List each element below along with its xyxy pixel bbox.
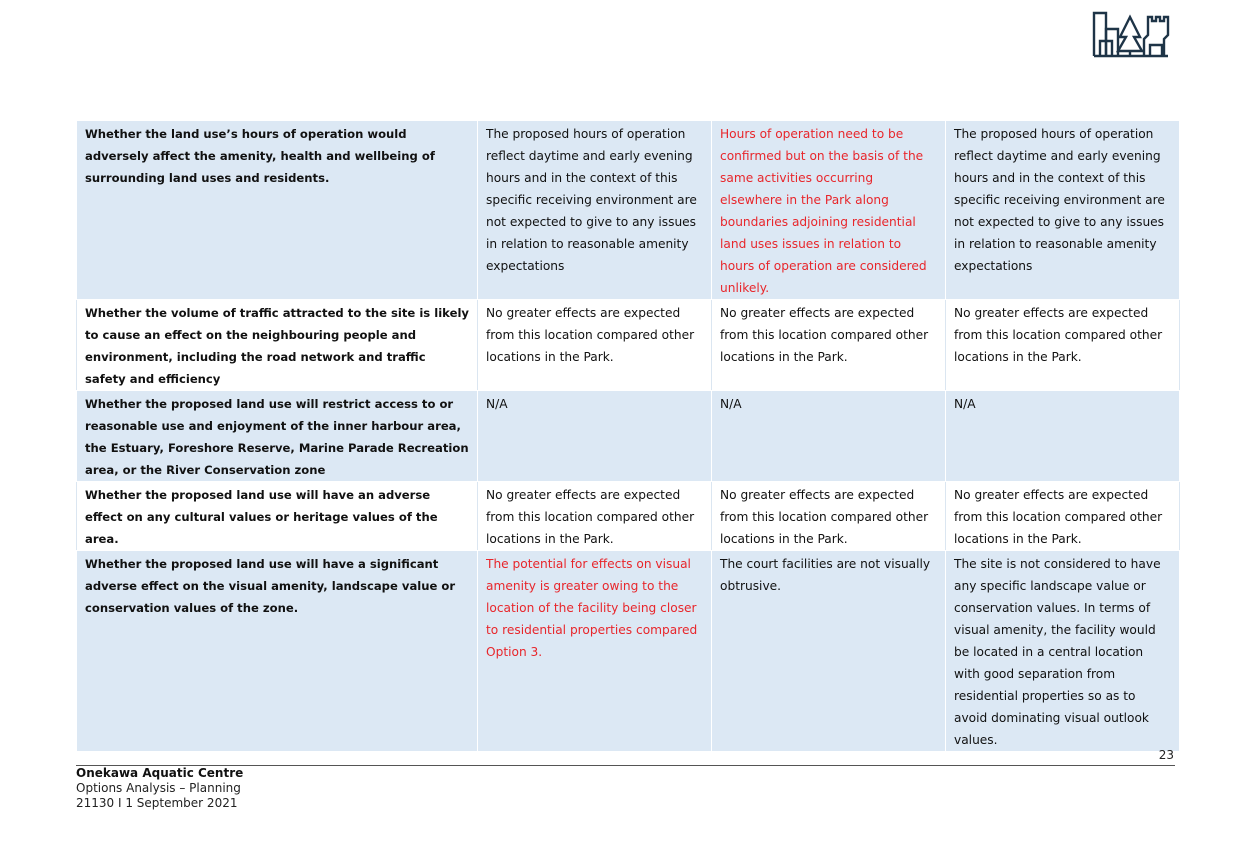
option-c-cell: No greater effects are expected from this location compared other locations in the Park. [946, 300, 1180, 391]
document-subtitle: Options Analysis – Planning [76, 781, 241, 795]
company-logo [1092, 11, 1170, 58]
option-b-cell: No greater effects are expected from this location compared other locations in the Park. [712, 482, 946, 551]
table-row [77, 391, 1180, 482]
option-a-cell: No greater effects are expected from this location compared other locations in the Park. [478, 482, 712, 551]
document-title: Onekawa Aquatic Centre [76, 766, 244, 780]
option-a-cell: The proposed hours of operation reflect daytime and early evening hours and in the context of this specific receiving environment are not expected to give to any issues in relation to reasonable amenity expectations [478, 121, 712, 300]
criterion-cell: Whether the volume of traffic attracted to the site is likely to cause an effect on the neighbouring people and environment, including the road network and traffic safety and efficiency [77, 300, 478, 391]
assessment-table-grid [76, 120, 1180, 752]
criterion-cell: Whether the land use’s hours of operation would adversely affect the amenity, health and wellbeing of surrounding land uses and residents. [77, 121, 478, 300]
criterion-cell: Whether the proposed land use will have an adverse effect on any cultural values or heritage values of the area. [77, 482, 478, 551]
option-c-cell: No greater effects are expected from this location compared other locations in the Park. [946, 482, 1180, 551]
table-row [77, 551, 1180, 752]
option-b-cell: The court facilities are not visually obtrusive. [712, 551, 946, 752]
option-b-cell: Hours of operation need to be confirmed but on the basis of the same activities occurring elsewhere in the Park along boundaries adjoining residential land uses issues in relation to hours of operation are considered unlikely. [712, 121, 946, 300]
option-a-cell: The potential for effects on visual amenity is greater owing to the location of the facility being closer to residential properties compared Option 3. [478, 551, 712, 752]
option-b-cell: N/A [712, 391, 946, 482]
assessment-table [76, 120, 1179, 752]
document-reference: 21130 I 1 September 2021 [76, 796, 238, 810]
table-row [77, 121, 1180, 300]
page-number: 23 [1158, 748, 1174, 762]
table-row [77, 300, 1180, 391]
option-c-cell: The proposed hours of operation reflect daytime and early evening hours and in the context of this specific receiving environment are not expected to give to any issues in relation to reasonable amenity expectations [946, 121, 1180, 300]
criterion-cell: Whether the proposed land use will restrict access to or reasonable use and enjoyment of the inner harbour area, the Estuary, Foreshore Reserve, Marine Parade Recreation area, or the River Conservation zone [77, 391, 478, 482]
option-c-cell: The site is not considered to have any specific landscape value or conservation values. In terms of visual amenity, the facility would be located in a central location with good separation from residential properties so as to avoid dominating visual outlook values. [946, 551, 1180, 752]
footer [76, 766, 243, 811]
option-a-cell: No greater effects are expected from this location compared other locations in the Park. [478, 300, 712, 391]
option-a-cell: N/A [478, 391, 712, 482]
table-row [77, 482, 1180, 551]
company-logo-icon [1092, 11, 1170, 58]
criterion-cell: Whether the proposed land use will have a significant adverse effect on the visual amenity, landscape value or conservation values of the zone. [77, 551, 478, 752]
option-c-cell: N/A [946, 391, 1180, 482]
option-b-cell: No greater effects are expected from this location compared other locations in the Park. [712, 300, 946, 391]
